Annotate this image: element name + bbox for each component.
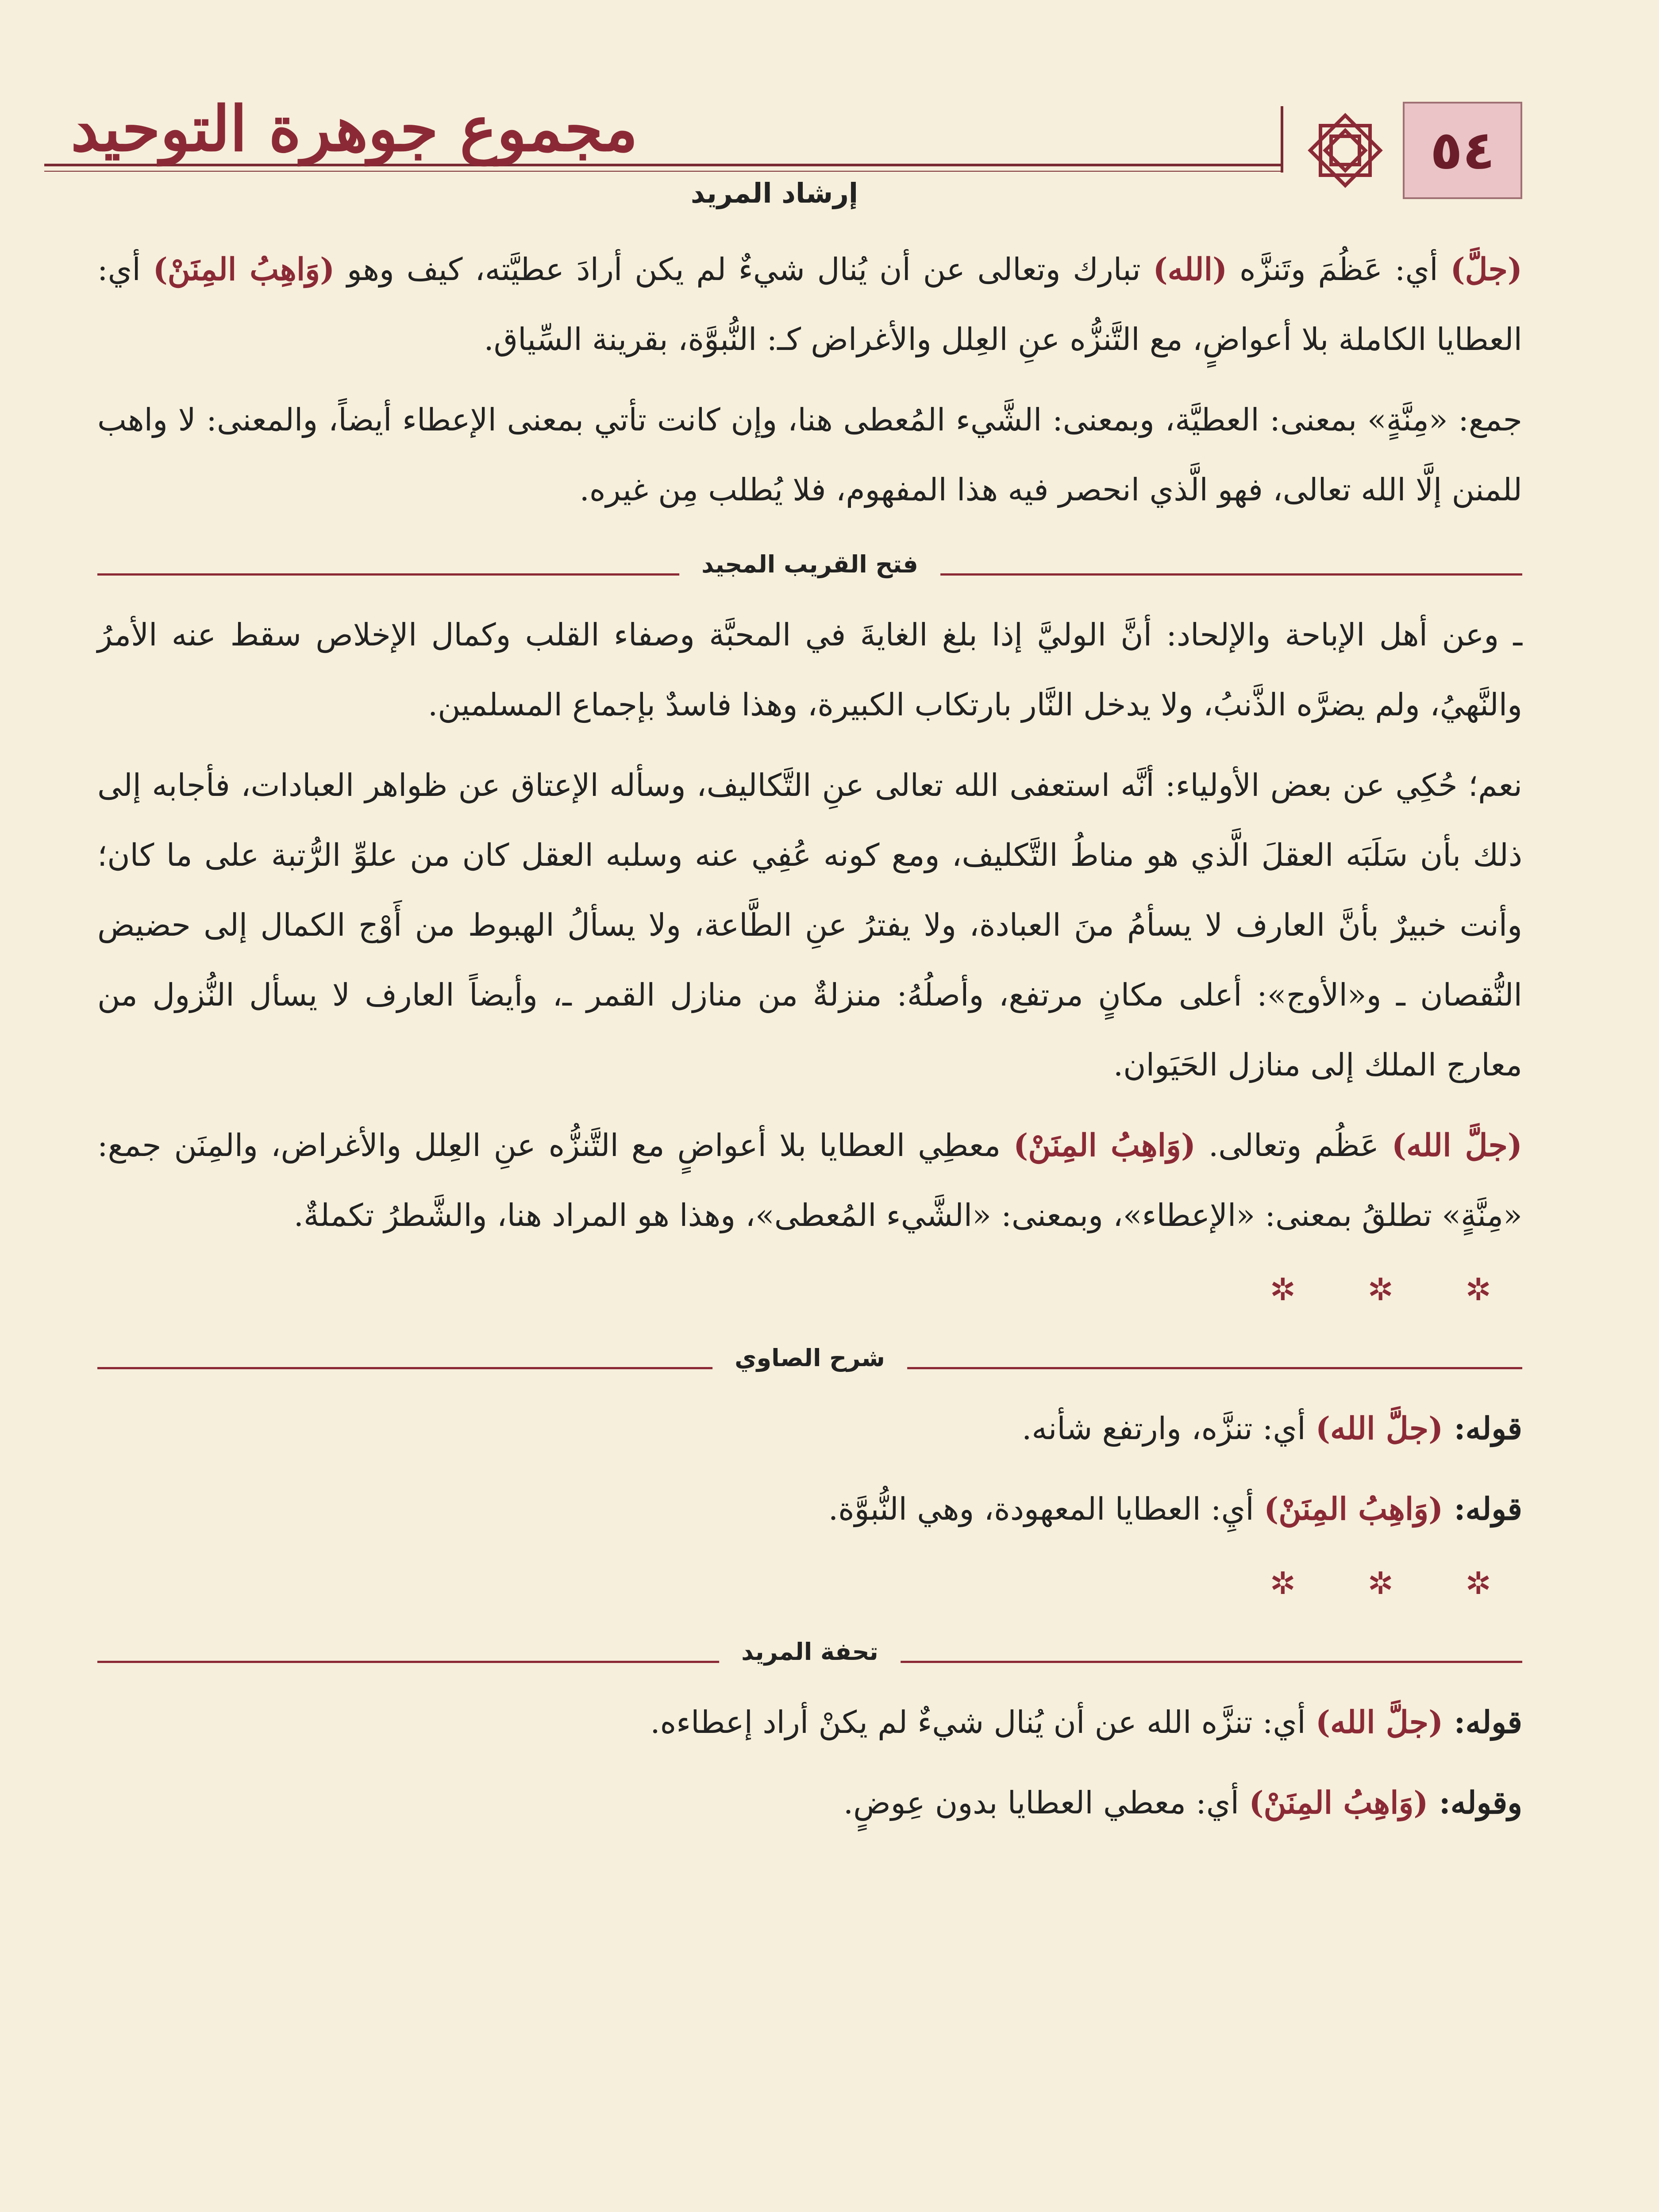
section-title: فتح القريب المجيد <box>679 547 940 582</box>
paragraph: جمع: «مِنَّةٍ» بمعنى: العطيَّة، وبمعنى: الشَّيء المُعطى هنا، وإن كانت تأتي بمعنى الإعطاء أيضاً، والمعنى: لا واهب للمنن إلَّا الله تعالى، فهو الَّذي انحصر فيه هذا المفهوم، فلا يُطلب مِن غيره. <box>97 402 1522 508</box>
paragraph <box>97 1474 1522 1544</box>
paragraph <box>97 1394 1522 1463</box>
text-run: أي: العطايا الكاملة بلا أعواضٍ، مع التَّنزُّه عنِ العِلل والأغراض كـ: النُّبوَّة، بقرينة السِّياق. <box>97 251 1522 357</box>
section-heading <box>97 538 1522 582</box>
header-rule-thin <box>44 171 1283 172</box>
highlight-term: (جلَّ) <box>1450 251 1522 288</box>
page-content <box>97 234 1522 1848</box>
paragraph <box>97 1110 1522 1250</box>
page-header <box>44 88 1522 217</box>
highlight-term: (وَاهِبُ المِنَنْ) <box>1264 1490 1443 1527</box>
text-run: أي: تنزَّه، وارتفع شأنه. <box>1022 1410 1316 1447</box>
text-run: أي: تنزَّه الله عن أن يُنال شيءٌ لم يكنْ أراد إعطاءه. <box>650 1704 1316 1740</box>
text-run: تبارك وتعالى عن أن يُنال شيءٌ لم يكن أرادَ عطيَّته، كيف وهو <box>335 251 1153 288</box>
highlight-term: (وَاهِبُ المِنَنْ) <box>1249 1784 1428 1821</box>
text-run: قوله: <box>1443 1490 1522 1527</box>
paragraph: ـ وعن أهل الإباحة والإلحاد: أنَّ الوليَّ إذا بلغ الغايةَ في المحبَّة وصفاء القلب وكمال الإخلاص سقط عنه الأمرُ والنَّهيُ، ولم يضرَّه الذَّنبُ، ولا يدخل النَّار بارتكاب الكبيرة، وهذا فاسدٌ بإجماع المسلمين. <box>97 617 1522 723</box>
text-run: أي: معطي العطايا بدون عِوضٍ. <box>843 1785 1249 1821</box>
text-run: أيِ: العطايا المعهودة، وهي النُّبوَّة. <box>828 1491 1264 1527</box>
series-title: مجموع جوهرة التوحيد <box>71 93 638 165</box>
text-run: وقوله: <box>1428 1784 1522 1821</box>
text-run: معطِي العطايا بلا أعواضٍ مع التَّنزُّه عنِ العِلل والأغراض، والمِنَن جمع: «مِنَّةٍ» تطلقُ بمعنى: «الإعطاء»، وبمعنى: «الشَّيء المُعطى»، وهذا هو المراد هنا، والشَّطرُ تكملةٌ. <box>97 1127 1522 1233</box>
star-divider: ✲ ✲ ✲ <box>1270 1565 1522 1601</box>
paragraph <box>97 1768 1522 1838</box>
highlight-term: (جلَّ الله) <box>1315 1410 1443 1447</box>
text-run: قوله: <box>1443 1704 1522 1740</box>
book-title: إرشاد المريد <box>690 177 858 209</box>
octagram-ornament-icon <box>1301 106 1390 195</box>
star-divider: ✲ ✲ ✲ <box>1270 1271 1522 1308</box>
page-number-box <box>1403 102 1522 199</box>
highlight-term: (الله) <box>1153 251 1228 288</box>
paragraph <box>97 1687 1522 1757</box>
section-heading <box>97 1332 1522 1376</box>
header-frame-vertical <box>1281 106 1283 173</box>
highlight-term: (وَاهِبُ المِنَنْ) <box>1013 1127 1196 1164</box>
text-run: أي: عَظُمَ وتَنزَّه <box>1227 251 1451 288</box>
section-heading <box>97 1625 1522 1670</box>
section-title: تحفة المريد <box>719 1634 901 1670</box>
highlight-term: (جلَّ الله) <box>1315 1704 1443 1740</box>
highlight-term: (جلَّ الله) <box>1391 1127 1522 1164</box>
text-run: عَظُم وتعالى. <box>1196 1127 1392 1164</box>
highlight-term: (وَاهِبُ المِنَنْ) <box>153 251 335 288</box>
page-number: ٥٤ <box>1430 119 1495 181</box>
section-title: شرح الصاوي <box>712 1340 907 1376</box>
paragraph: نعم؛ حُكِي عن بعض الأولياء: أنَّه استعفى الله تعالى عنِ التَّكاليف، وسأله الإعتاق عن ظواهر العبادات، فأجابه إلى ذلك بأن سَلَبَه العقلَ الَّذي هو مناطُ التَّكليف، ومع كونه عُفِي عنه وسلبه العقل كان من علوِّ الرُّتبة على ما كان؛ وأنت خبيرٌ بأنَّ العارف لا يسأمُ منَ العبادة، ولا يفترُ عنِ الطَّاعة، ولا يسألُ الهبوط من أَوْج الكمال إلى حضيض النُّقصان ـ و«الأوج»: أعلى مكانٍ مرتفع، وأصلُهُ: منزلةٌ من منازل القمر ـ، وأيضاً العارف لا يسأل النُّزول من معارج الملك إلى منازل الحَيَوان. <box>97 767 1522 1083</box>
paragraph <box>97 234 1522 374</box>
text-run: قوله: <box>1443 1410 1522 1447</box>
